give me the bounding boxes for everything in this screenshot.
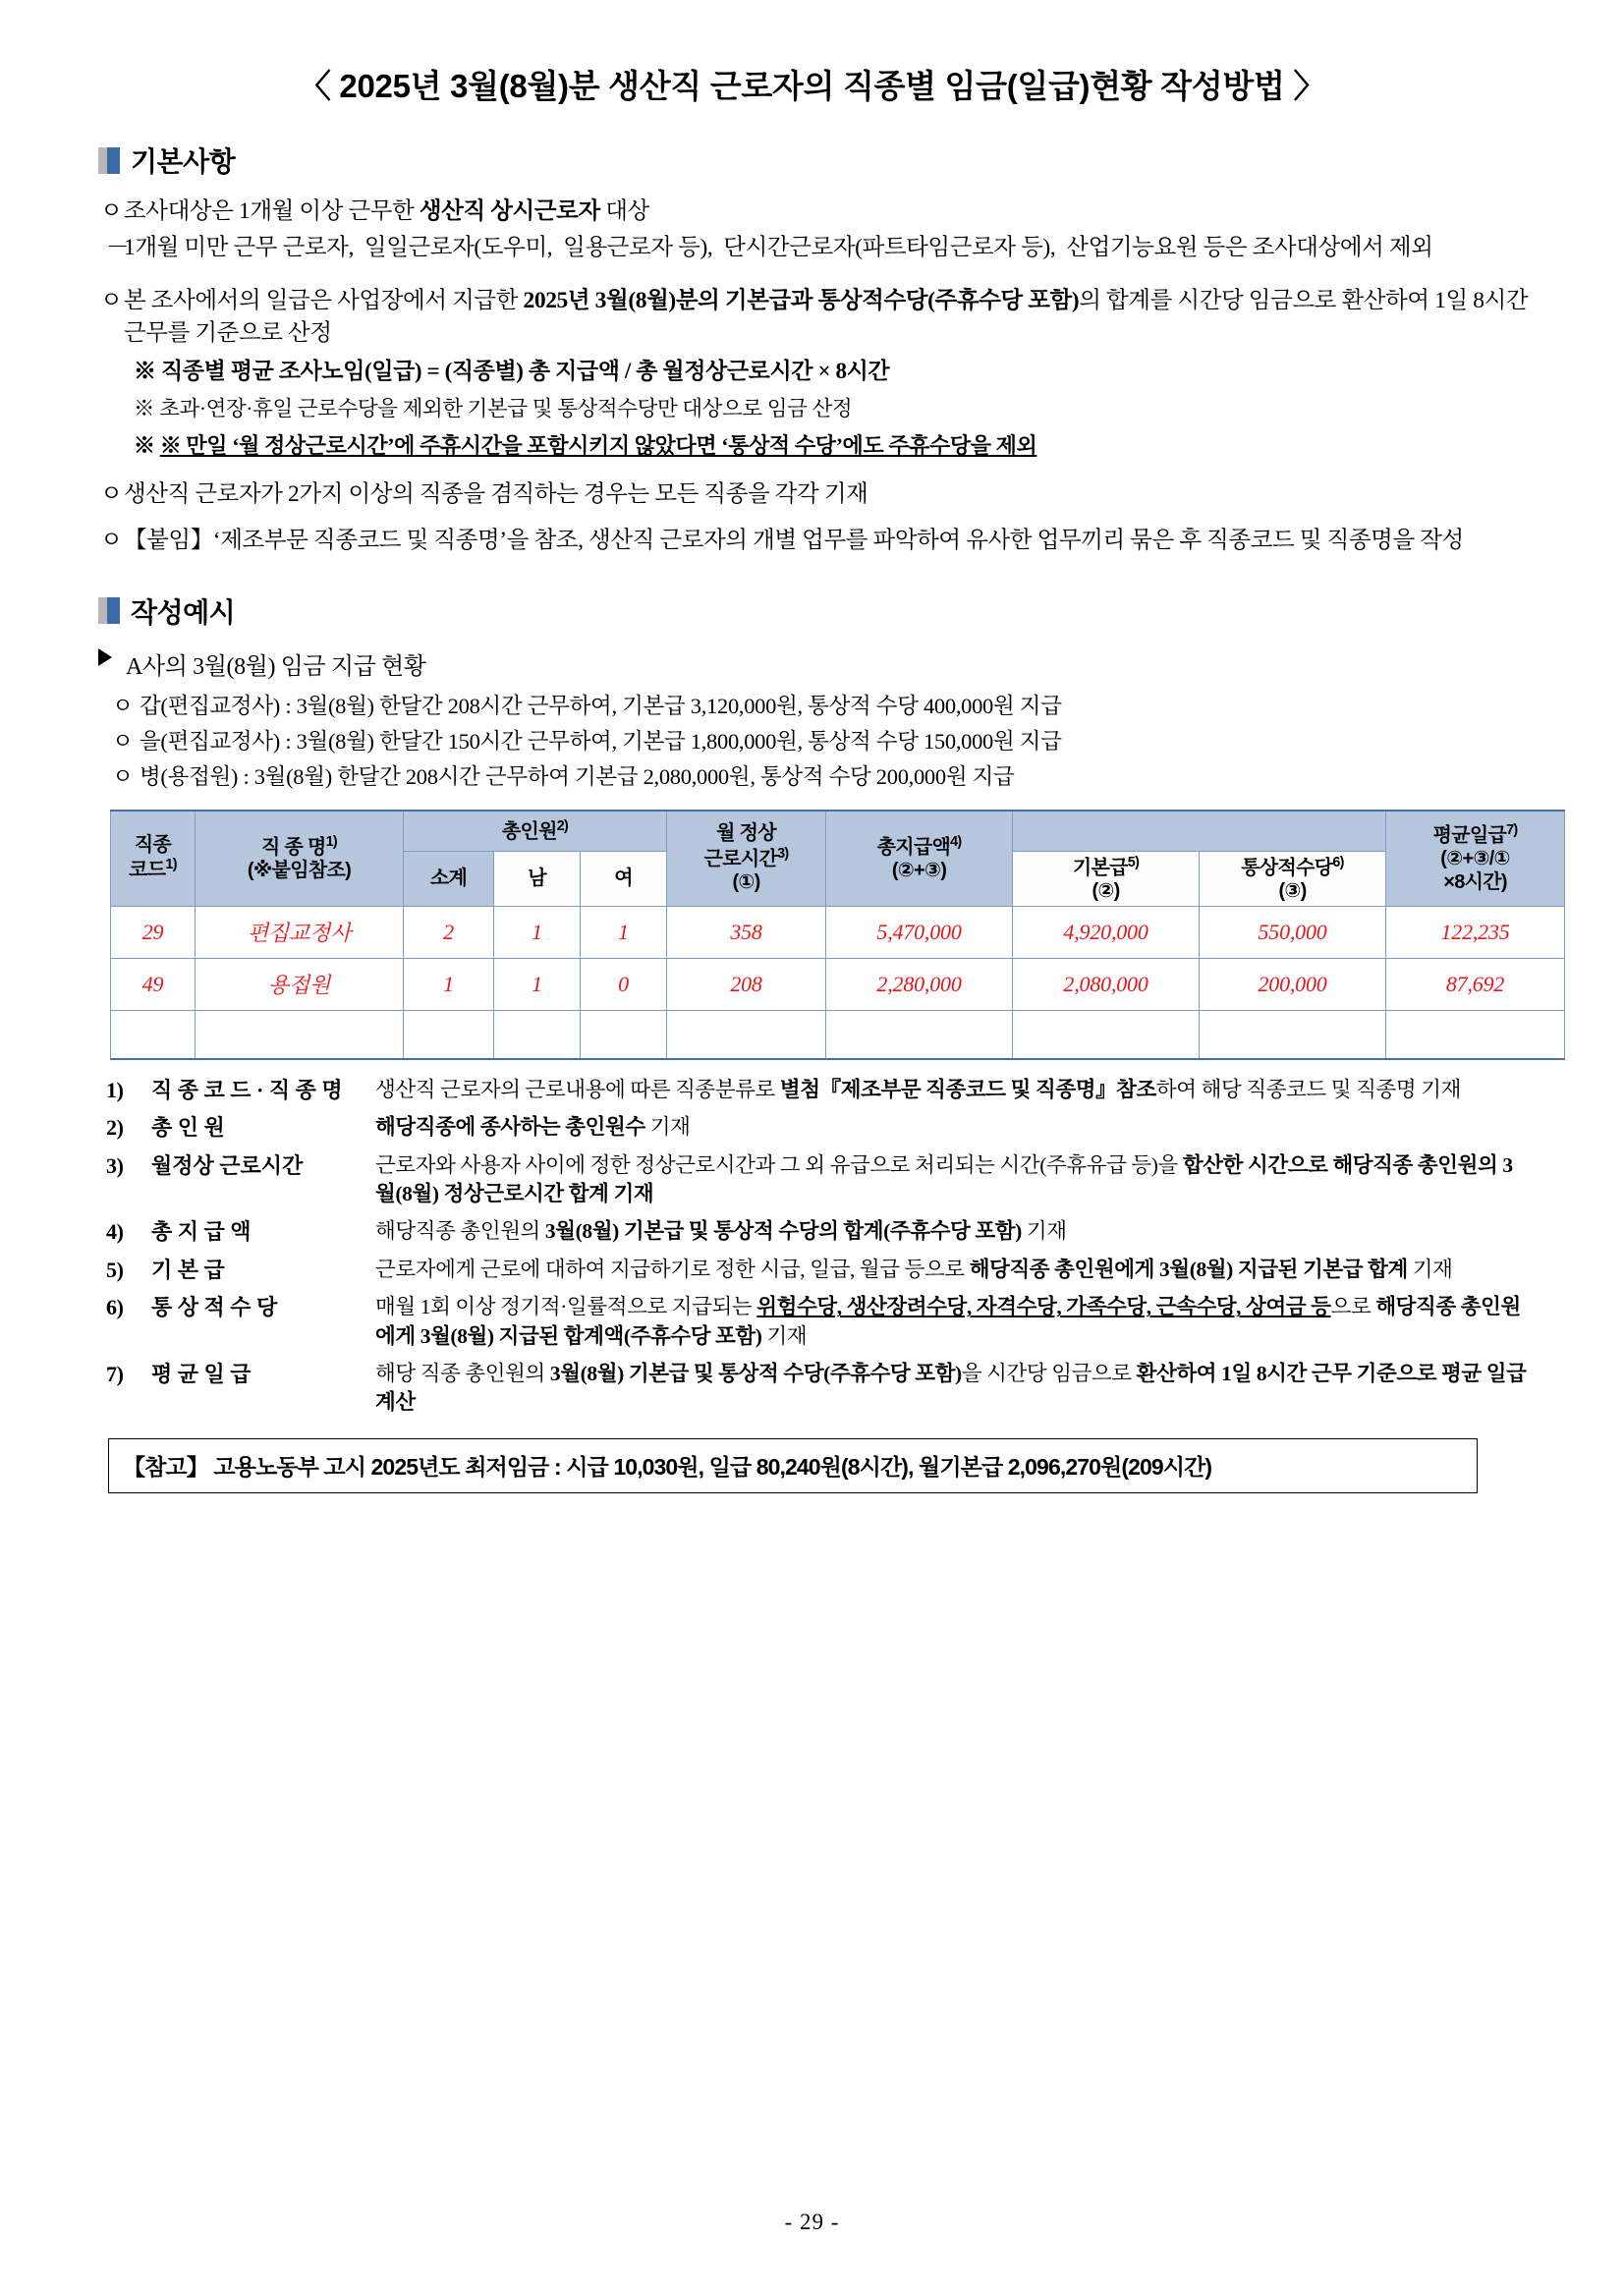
section-marker-gray-icon [98, 147, 107, 174]
table-row [111, 958, 1565, 1010]
footnote-body: 근로자에게 근로에 대하여 지급하기로 정한 시급, 일급, 월급 등으로 해당직종 총인원에게 3월(8월) 지급된 기본급 합계 기재 [375, 1257, 1453, 1281]
bullet-marker: ㅇ [100, 198, 123, 224]
example-case-text: 갑(편집교정사) : 3월(8월) 한달간 208시간 근무하여, 기본급 3,120,000원, 통상적 수당 400,000원 지급 [140, 693, 1062, 718]
example-intro-text: A사의 3월(8월) 임금 지급 현황 [126, 653, 426, 680]
cell-allowance: 200,000 [1200, 958, 1386, 1010]
bullet-item [94, 196, 1530, 228]
th-base-pay-l1: 기본급 [1072, 857, 1128, 879]
th-avg-daily [1386, 811, 1565, 907]
note-formula: ※ 직종별 평균 조사노임(일급) = (직종별) 총 지급액 / 총 월정상근로시간 × 8시간 [134, 359, 890, 384]
bullet-item [94, 232, 1530, 264]
th-female: 여 [581, 852, 667, 907]
th-work-hours-sup: 3) [777, 845, 789, 862]
th-avg-daily-l2: (②+③/① [1440, 848, 1510, 870]
footnote-number: 1) [106, 1077, 124, 1102]
th-base-pay-sup: 5) [1127, 854, 1140, 870]
bullet-text: 조사대상은 1개월 이상 근무한 생산직 상시근로자 대상 [124, 198, 649, 224]
th-total-people [404, 811, 667, 852]
bullet-item [94, 525, 1530, 557]
footnote-label: 기 본 급 [151, 1257, 225, 1282]
cell-subtotal [404, 1010, 494, 1059]
cell-base-pay: 2,080,000 [1013, 958, 1200, 1010]
list-item [94, 691, 1530, 721]
footnote-label: 총 지 급 액 [151, 1219, 252, 1245]
th-avg-daily-l1: 평균일급 [1432, 824, 1507, 847]
cell-subtotal: 1 [404, 958, 494, 1010]
cell-work-hours: 358 [667, 906, 826, 958]
th-allowance-sup: 6) [1332, 854, 1344, 870]
cell-base-pay: 4,920,000 [1013, 906, 1200, 958]
footnote-list [106, 1076, 1530, 1417]
th-subtotal: 소계 [404, 852, 494, 907]
cell-subtotal: 2 [404, 906, 494, 958]
th-base-pay [1013, 852, 1200, 907]
section-marker-blue-icon [107, 597, 120, 624]
footnote-label: 직 종 코 드 · 직 종 명 [151, 1077, 343, 1102]
cell-allowance: 550,000 [1200, 906, 1386, 958]
cell-avg-daily [1386, 1010, 1565, 1059]
cell-total-paid: 5,470,000 [826, 906, 1013, 958]
footnote-number: 3) [106, 1153, 124, 1179]
example-case-list [94, 691, 1530, 792]
table-body [111, 906, 1565, 1059]
section-title-example: 작성예시 [131, 596, 236, 628]
footnote-body: 매월 1회 이상 정기적·일률적으로 지급되는 위험수당, 생산장려수당, 자격수당, 가족수당, 근속수당, 상여금 등으로 해당직종 총인원에게 3월(8월) 지급된 합계액(주휴수당 포함) 기재 [375, 1295, 1521, 1348]
bullet-marker: － [106, 235, 130, 261]
footnote-body: 해당직종에 종사하는 총인원수 기재 [375, 1115, 691, 1140]
th-total-paid-sup: 4) [950, 833, 962, 850]
footnote-number: 2) [106, 1115, 124, 1141]
footnote-item [106, 1217, 1530, 1247]
cell-job-code: 29 [111, 906, 196, 958]
cell-base-pay [1013, 1010, 1200, 1059]
footnote-label: 평 균 일 급 [151, 1361, 252, 1386]
footnote-body: 근로자와 사용자 사이에 정한 정상근로시간과 그 외 유급으로 처리되는 시간(주휴유급 등)을 합산한 시간으로 해당직종 총인원의 3월(8월) 정상근로시간 합계 기재 [375, 1153, 1513, 1206]
footnote-body: 생산직 근로자의 근로내용에 따른 직종분류로 별첨『제조부문 직종코드 및 직종명』참조하여 해당 직종코드 및 직종명 기재 [375, 1077, 1461, 1101]
footnote-item [106, 1256, 1530, 1285]
bullet-text: 생산직 근로자가 2가지 이상의 직종을 겸직하는 경우는 모든 직종을 각각 기재 [124, 480, 868, 507]
example-case-text: 을(편집교정사) : 3월(8월) 한달간 150시간 근무하여, 기본급 1,800,000원, 통상적 수당 150,000원 지급 [140, 728, 1062, 754]
note-underlined: ※ ※ 만일 ‘월 정상근로시간’에 주휴시간을 포함시키지 않았다면 ‘통상적 수당’에도 주휴수당을 제외 [134, 432, 1037, 458]
section-title-basic: 기본사항 [131, 146, 236, 177]
th-avg-daily-l3: ×8시간) [1443, 870, 1507, 893]
cell-total-paid: 2,280,000 [826, 958, 1013, 1010]
footnote-item [106, 1293, 1530, 1350]
bullet-marker: ㅇ [100, 287, 123, 313]
footnote-label: 통 상 적 수 당 [151, 1295, 278, 1320]
bullet-marker: ㅇ [112, 693, 134, 718]
th-job-name [196, 811, 404, 907]
th-job-code [111, 811, 196, 907]
footnote-item [106, 1113, 1530, 1143]
th-total-paid-l2: (②+③) [891, 860, 947, 882]
example-case-text: 병(용접원) : 3월(8월) 한달간 208시간 근무하여 기본급 2,080,000원, 통상적 수당 200,000원 지급 [140, 763, 1015, 789]
th-avg-daily-sup: 7) [1506, 821, 1518, 838]
th-job-name-l1: 직 종 명 [261, 836, 326, 859]
basic-bullet-list [94, 196, 1530, 558]
footnote-item [106, 1151, 1530, 1208]
note-exclusion: ※ 초과·연장·휴일 근로수당을 제외한 기본급 및 통상적수당만 대상으로 임금 산정 [134, 397, 853, 421]
cell-job-code: 49 [111, 958, 196, 1010]
th-allowance [1200, 852, 1386, 907]
th-job-code-l2: 코드 [129, 860, 166, 882]
cell-male: 1 [494, 906, 581, 958]
table-row [111, 906, 1565, 958]
section-marker-blue-icon [107, 147, 120, 174]
th-allowance-l2: (③) [1278, 879, 1307, 902]
example-intro [94, 646, 1530, 681]
bullet-marker: ㅇ [112, 763, 134, 789]
cell-work-hours [667, 1010, 826, 1059]
cell-job-name: 편집교정사 [196, 906, 404, 958]
footnote-item [106, 1076, 1530, 1105]
cell-work-hours: 208 [667, 958, 826, 1010]
footnote-number: 5) [106, 1257, 124, 1282]
table-row [111, 1010, 1565, 1059]
th-job-name-l2: (※붙임참조) [247, 860, 352, 882]
note-underlined-text: ※ 만일 ‘월 정상근로시간’에 주휴시간을 포함시키지 않았다면 ‘통상적 수당’에도 주휴수당을 제외 [159, 432, 1037, 458]
cell-female [581, 1010, 667, 1059]
cell-total-paid [826, 1010, 1013, 1059]
section-header-example [94, 591, 1530, 631]
bullet-item [94, 478, 1530, 511]
footnote-label: 월정상 근로시간 [151, 1153, 304, 1179]
reference-box: 【참고】 고용노동부 고시 2025년도 최저임금 : 시급 10,030원, 일급 80,240원(8시간), 월기본급 2,096,270원(209시간) [108, 1438, 1478, 1493]
wage-example-table [110, 810, 1565, 1060]
footnote-number: 7) [106, 1361, 124, 1386]
cell-allowance [1200, 1010, 1386, 1059]
list-item [94, 761, 1530, 792]
cell-female: 0 [581, 958, 667, 1010]
th-work-hours-l3: (①) [732, 870, 760, 893]
footnote-number: 4) [106, 1219, 124, 1245]
bullet-marker: ㅇ [100, 480, 123, 507]
section-header-basic [94, 140, 1530, 180]
cell-job-code [111, 1010, 196, 1059]
th-total-people-label: 총인원 [501, 820, 557, 843]
th-male: 남 [494, 852, 581, 907]
cell-avg-daily: 122,235 [1386, 906, 1565, 958]
th-total-people-sup: 2) [556, 817, 569, 834]
bullet-marker: ㅇ [112, 728, 134, 754]
th-work-hours-l2: 근로시간 [703, 848, 778, 870]
th-job-code-l1: 직종 [134, 833, 172, 856]
th-allowance-l1: 통상적수당 [1241, 857, 1333, 879]
section-marker-gray-icon [98, 597, 107, 624]
table-header [111, 811, 1565, 907]
th-work-hours-l1: 월 정상 [716, 821, 776, 844]
th-total-paid-l1: 총지급액 [876, 836, 951, 859]
footnote-body: 해당 직종 총인원의 3월(8월) 기본급 및 통상적 수당(주휴수당 포함)을 시간당 임금으로 환산하여 1일 8시간 근무 기준으로 평균 일급 계산 [375, 1361, 1527, 1414]
footnote-number: 6) [106, 1295, 124, 1320]
th-work-hours [667, 811, 826, 907]
cell-job-name: 용접원 [196, 958, 404, 1010]
bullet-text: 1개월 미만 근무 근로자, 일일근로자(도우미, 일용근로자 등), 단시간근로자(파트타임근로자 등), 산업기능요원 등은 조사대상에서 제외 [124, 235, 1433, 261]
bullet-text: 【붙임】‘제조부문 직종코드 및 직종명’을 참조, 생산직 근로자의 개별 업무를 파악하여 유사한 업무끼리 묶은 후 직종코드 및 직종명을 작성 [124, 528, 1464, 554]
triangle-bullet-icon [94, 646, 126, 681]
bullet-item [94, 285, 1530, 351]
footnote-item [106, 1360, 1530, 1417]
cell-job-name [196, 1010, 404, 1059]
cell-male: 1 [494, 958, 581, 1010]
page-number: - 29 - [784, 2210, 840, 2234]
footnote-body: 해당직종 총인원의 3월(8월) 기본급 및 통상적 수당의 합계(주휴수당 포함) 기재 [375, 1219, 1067, 1244]
th-base-pay-l2: (②) [1092, 879, 1120, 902]
bullet-text: 본 조사에서의 일급은 사업장에서 지급한 2025년 3월(8월)분의 기본급과 통상적수당(주휴수당 포함)의 합계를 시간당 임금으로 환산하여 1일 8시간 근무를 기준으로 산정 [124, 287, 1529, 347]
th-total-paid [826, 811, 1013, 907]
footnote-label: 총 인 원 [151, 1115, 225, 1141]
list-item [94, 726, 1530, 756]
th-job-code-sup: 1) [165, 857, 177, 873]
th-job-name-sup: 1) [325, 833, 337, 850]
th-paid-breakdown-spacer [1013, 811, 1386, 852]
cell-male [494, 1010, 581, 1059]
cell-female: 1 [581, 906, 667, 958]
bullet-marker: ㅇ [100, 528, 123, 554]
page-title: 〈 2025년 3월(8월)분 생산직 근로자의 직종별 임금(일급)현황 작성방법 〉 [298, 68, 1326, 104]
cell-avg-daily: 87,692 [1386, 958, 1565, 1010]
